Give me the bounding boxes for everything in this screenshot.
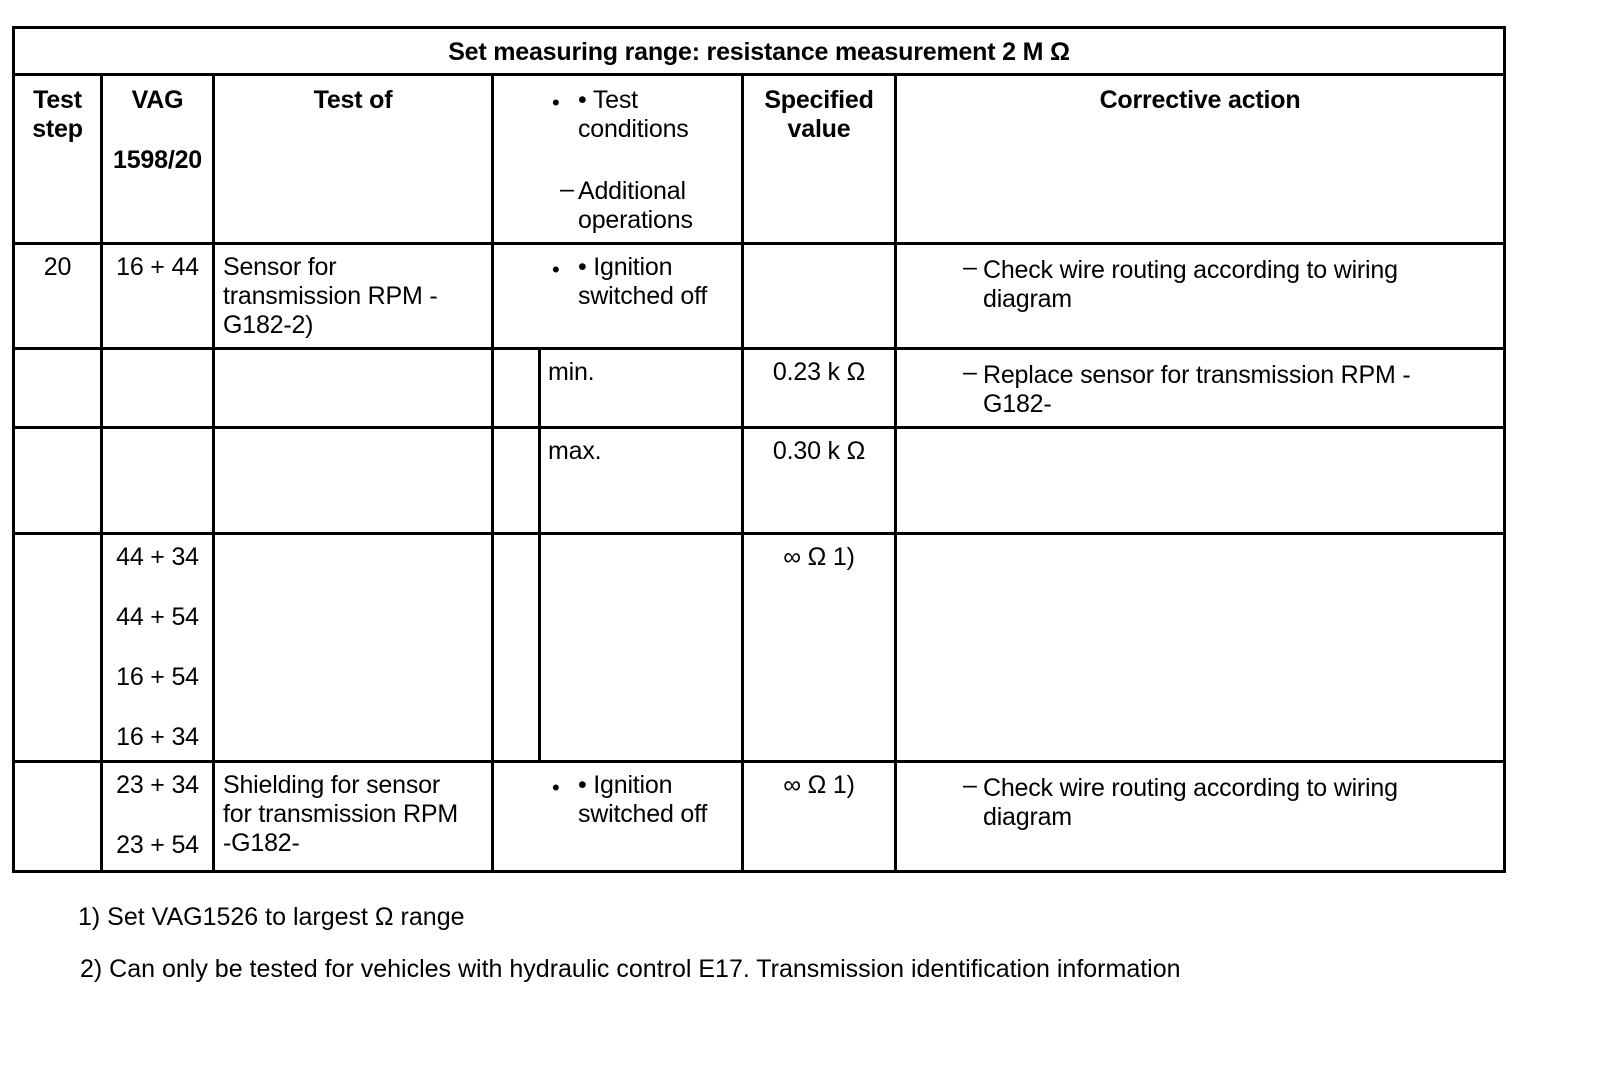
cell-condition: • Ignition xyxy=(578,253,673,281)
header-vag: VAG xyxy=(131,86,184,114)
header-divider xyxy=(12,242,1506,245)
dash-icon: – xyxy=(560,175,574,203)
dash-icon: – xyxy=(963,771,977,799)
cell-corrective-action: Check wire routing according to wiring xyxy=(983,256,1398,284)
subcol-divider xyxy=(538,347,541,763)
header-test-conditions: conditions xyxy=(578,115,689,143)
cell-specified-value: 0.23 k Ω xyxy=(772,358,866,386)
header-corrective-action: Corrective action xyxy=(1099,86,1301,114)
header-vag-number: 1598/20 xyxy=(113,146,202,174)
cell-max-label: max. xyxy=(548,437,602,465)
dash-icon: – xyxy=(963,358,977,386)
cell-test-step: 20 xyxy=(43,253,72,281)
row-divider-1 xyxy=(12,347,1506,350)
cell-vag: 23 + 34 xyxy=(116,771,199,799)
cell-min-label: min. xyxy=(548,358,595,386)
cell-specified-value: ∞ Ω 1) xyxy=(783,771,855,799)
row-divider-3 xyxy=(12,532,1506,535)
header-additional-operations: Additional xyxy=(578,177,686,205)
table-border-top xyxy=(12,26,1506,29)
cell-corrective-action: diagram xyxy=(983,285,1072,313)
title-divider xyxy=(12,73,1506,76)
cell-corrective-action: G182- xyxy=(983,390,1052,418)
col-divider-4 xyxy=(741,73,744,873)
header-specified-value: value xyxy=(787,115,851,143)
header-specified-value: Specified xyxy=(764,86,874,114)
col-divider-2 xyxy=(212,73,215,873)
row-divider-4 xyxy=(12,760,1506,763)
cell-vag: 44 + 34 xyxy=(116,543,199,571)
cell-vag: 44 + 54 xyxy=(116,603,199,631)
cell-corrective-action: Replace sensor for transmission RPM - xyxy=(983,361,1411,389)
table-border-right xyxy=(1503,26,1506,873)
bullet-icon: • xyxy=(552,257,560,282)
cell-vag: 16 + 54 xyxy=(116,663,199,691)
table-title: Set measuring range: resistance measurement 2 M Ω xyxy=(448,38,1070,66)
header-test-step: Test xyxy=(33,86,82,114)
cell-vag: 16 + 34 xyxy=(116,723,199,751)
cell-test-of: Shielding for sensor xyxy=(223,771,440,799)
bullet-icon: • xyxy=(552,775,560,800)
dash-icon: – xyxy=(963,253,977,281)
col-divider-1 xyxy=(100,73,103,873)
cell-condition: switched off xyxy=(578,800,708,828)
footnote-2: 2) Can only be tested for vehicles with hydraulic control E17. Transmission identification information xyxy=(80,955,1181,983)
header-additional-operations: operations xyxy=(578,206,693,234)
cell-test-of: for transmission RPM xyxy=(223,800,458,828)
row-divider-2 xyxy=(12,426,1506,429)
header-test-of: Test of xyxy=(313,86,393,114)
cell-specified-value: ∞ Ω 1) xyxy=(783,543,855,571)
cell-test-of: Sensor for xyxy=(223,253,337,281)
footnote-1: 1) Set VAG1526 to largest Ω range xyxy=(78,903,465,931)
cell-specified-value: 0.30 k Ω xyxy=(772,437,866,465)
header-test-conditions: • Test xyxy=(578,86,638,114)
table-border-bottom xyxy=(12,870,1506,873)
cell-corrective-action: diagram xyxy=(983,803,1072,831)
cell-corrective-action: Check wire routing according to wiring xyxy=(983,774,1398,802)
cell-vag: 23 + 54 xyxy=(116,831,199,859)
col-divider-5 xyxy=(894,73,897,873)
cell-vag: 16 + 44 xyxy=(116,253,199,281)
bullet-icon: • xyxy=(552,90,560,115)
col-divider-3 xyxy=(491,73,494,873)
cell-test-of: transmission RPM - xyxy=(223,282,438,310)
cell-condition: switched off xyxy=(578,282,708,310)
table-border-left xyxy=(12,26,15,873)
cell-condition: • Ignition xyxy=(578,771,673,799)
header-test-step: step xyxy=(32,115,83,143)
cell-test-of: -G182- xyxy=(223,829,300,857)
cell-test-of: G182-2) xyxy=(223,311,314,339)
